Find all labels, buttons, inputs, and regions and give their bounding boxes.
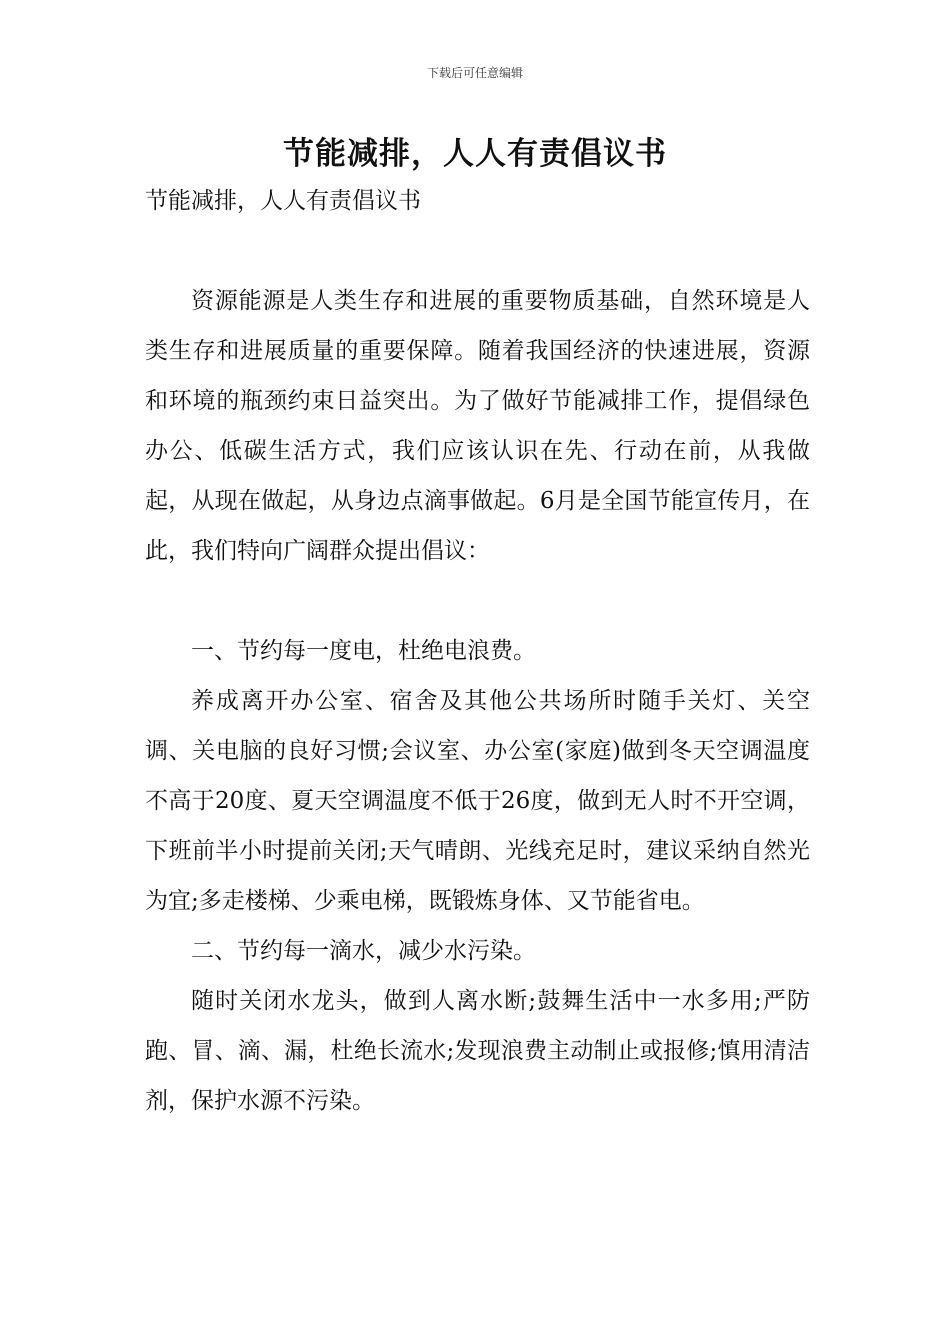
document-subtitle: 节能减排，人人有责倡议书 — [145, 188, 421, 214]
section-heading-electricity: 一、节约每一度电，杜绝电浪费。 — [191, 638, 536, 664]
header-note: 下载后可任意编辑 — [426, 66, 523, 80]
document-title: 节能减排，人人有责倡议书 — [283, 136, 667, 172]
intro-paragraph: 资源能源是人类生存和进展的重要物质基础，自然环境是人类生存和进展质量的重要保障。随着我国经济的快速进展，资源和环境的瓶颈约束日益突出。为了做好节能减排工作，提倡绿色办公、低碳生活方式，我们应该认识在先、行动在前，从我做起，从现在做起，从身边点滴事做起。6月是全国节能宣传月，在此，我们特向广阔群众提出倡议： — [145, 288, 810, 564]
section-body-electricity: 养成离开办公室、宿舍及其他公共场所时随手关灯、关空调、关电脑的良好习惯;会议室、办公室(家庭)做到冬天空调温度不高于20度、夏天空调温度不低于26度，做到无人时不开空调，下班前半小时提前关闭;天气晴朗、光线充足时，建议采纳自然光为宜;多走楼梯、少乘电梯，既锻炼身体、又节能省电。 — [145, 688, 810, 914]
section-body-water: 随时关闭水龙头，做到人离水断;鼓舞生活中一水多用;严防跑、冒、滴、漏，杜绝长流水;发现浪费主动制止或报修;慎用清洁剂，保护水源不污染。 — [145, 988, 810, 1114]
paragraph-gap — [145, 576, 810, 626]
document-body — [145, 276, 810, 1126]
section-heading-water: 二、节约每一滴水，减少水污染。 — [191, 938, 536, 964]
